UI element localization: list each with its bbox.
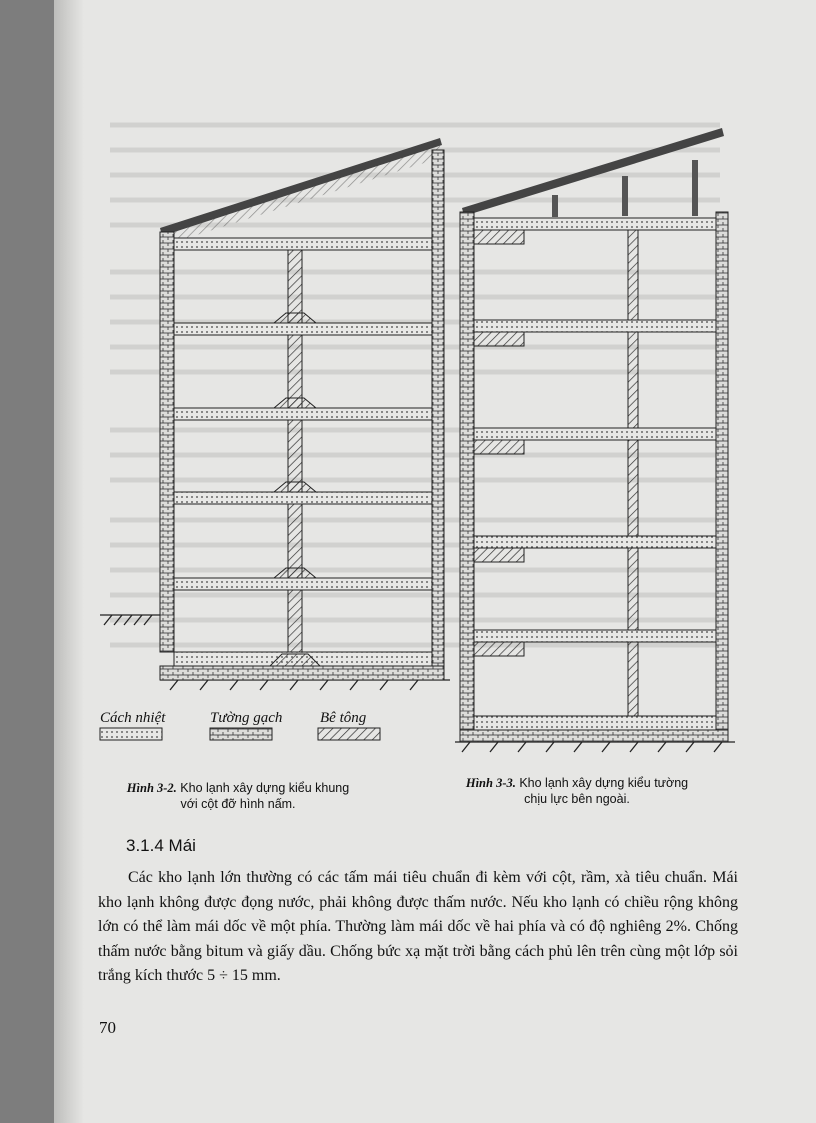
- figure-right-drawing: [455, 128, 735, 752]
- figure-left-caption-line2: với cột đỡ hình nấm.: [180, 797, 296, 811]
- page-number: 70: [99, 1018, 116, 1037]
- legend-swatch-insulation: [100, 728, 162, 740]
- figure-left-drawing: [100, 138, 450, 690]
- right-inner-columns: [628, 230, 638, 716]
- figure-right-caption-line2: chịu lực bên ngoài.: [524, 792, 630, 806]
- figure-right-caption-label: Hình 3-3.: [465, 776, 516, 790]
- left-outer-wall-left: [160, 232, 174, 652]
- right-beam-ends: [474, 230, 524, 656]
- right-outer-wall-right: [716, 212, 728, 732]
- left-foundation: [160, 666, 444, 680]
- left-floor-slabs: [174, 238, 432, 666]
- figure-left-caption-label: Hình 3-2.: [126, 781, 177, 795]
- figure-left-caption: [88, 780, 388, 812]
- left-roof: [160, 138, 442, 236]
- figure-right-caption-line1: Kho lạnh xây dựng kiểu tường: [519, 776, 689, 790]
- legend-brick-label: Tường gạch: [210, 710, 283, 726]
- figure-left-caption-line1: Kho lạnh xây dựng kiểu khung: [180, 781, 350, 795]
- left-parapet: [162, 145, 440, 246]
- section-heading: 3.1.4 Mái: [126, 836, 196, 855]
- figure-left-legend: [100, 710, 380, 740]
- figure-right-caption: [432, 775, 722, 807]
- legend-swatch-brick: [210, 728, 272, 740]
- right-roof-posts: [552, 160, 698, 217]
- right-ground-hatching: [455, 742, 735, 752]
- right-roof: [462, 128, 724, 216]
- legend-swatch-concrete: [318, 728, 380, 740]
- legend-concrete-label: Bê tông: [320, 710, 367, 726]
- left-mushroom-columns: [270, 250, 320, 666]
- right-outer-wall-left: [460, 212, 474, 732]
- section-paragraph: Các kho lạnh lớn thường có các tấm mái tiêu chuẩn đi kèm với cột, rầm, xà tiêu chuẩn. Mái kho lạnh không được đọng nước, phải không được thấm nước. Nếu kho lạnh có chiều rộng không lớn có thể làm mái dốc về một phía. Thường làm mái dốc về hai phía và có độ nghiêng 2%. Chống thấm nước bằng bitum và giấy dầu. Chống bức xạ mặt trời bằng cách phủ lên trên cùng một lớp sỏi trắng kích thước 5 ÷ 15 mm.: [98, 869, 738, 984]
- right-foundation: [460, 730, 728, 742]
- left-outer-wall-right: [432, 150, 444, 670]
- legend-insulation-label: Cách nhiệt: [100, 710, 166, 726]
